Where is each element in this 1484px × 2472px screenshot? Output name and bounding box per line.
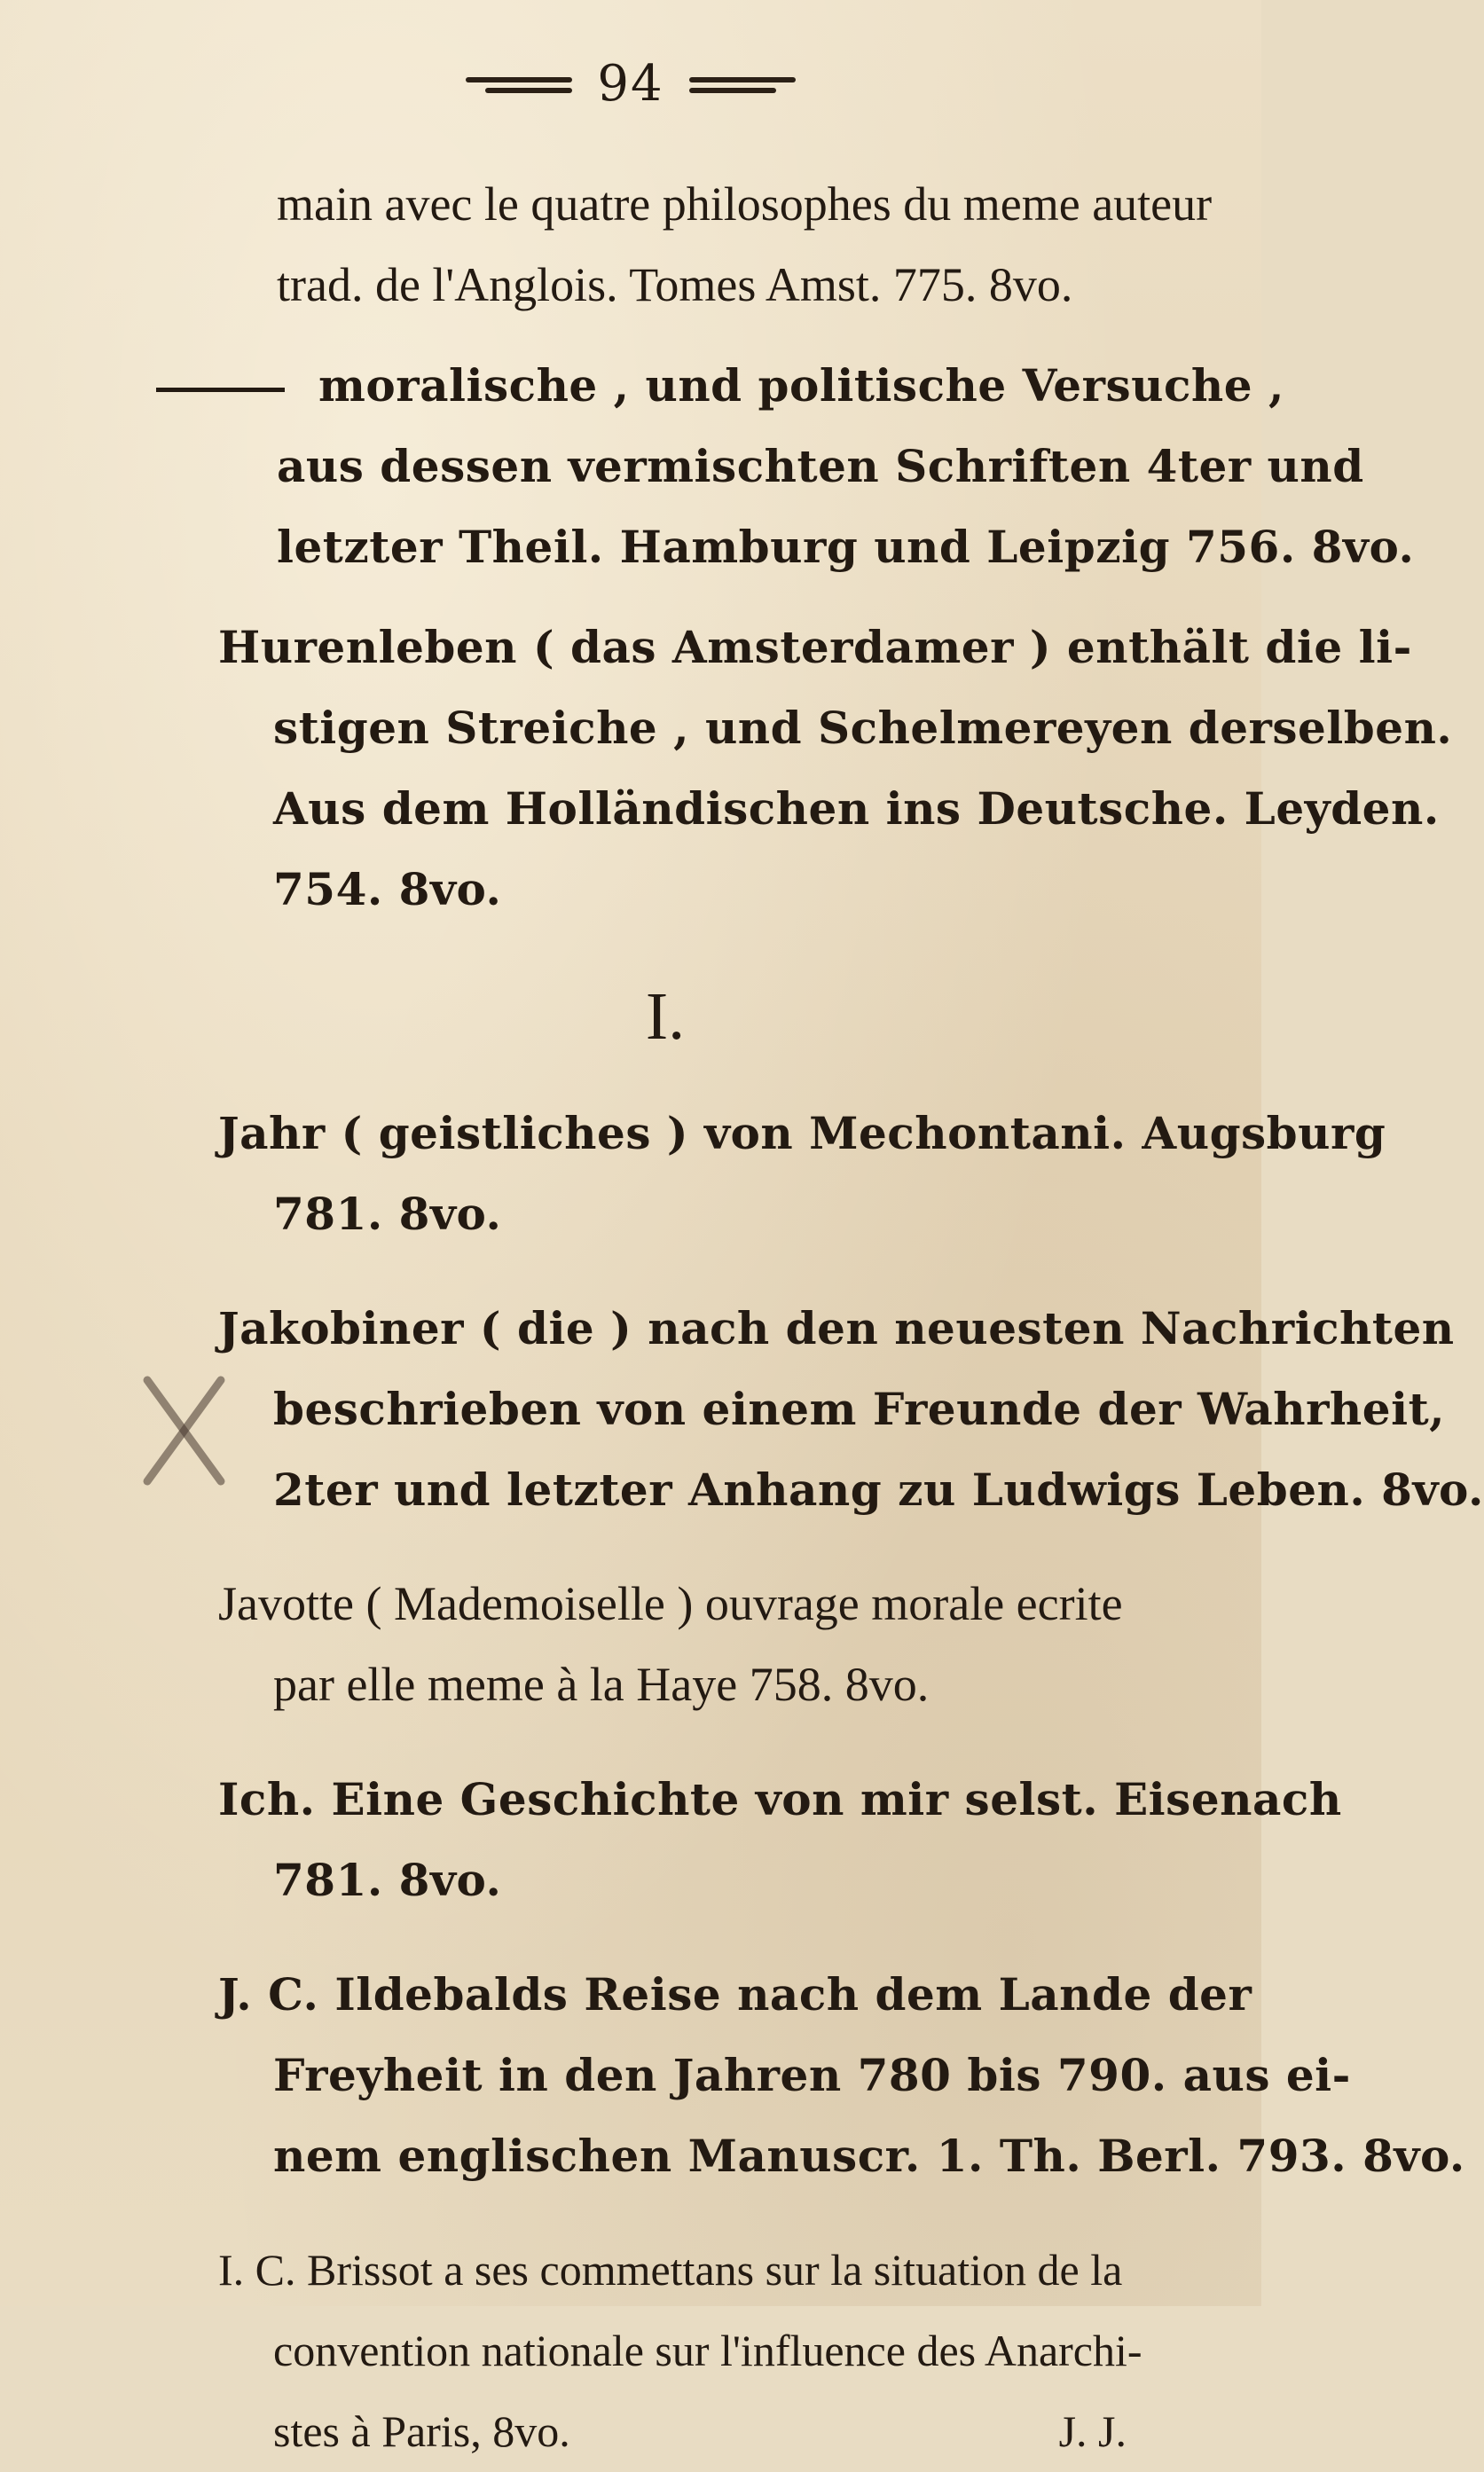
entry-line: J. C. Ildebalds Reise nach dem Lande der	[218, 1968, 1252, 2021]
entry-moralische-versuche	[218, 345, 1415, 587]
entry-hurenleben	[218, 607, 1453, 930]
entry-line: convention nationale sur l'influence des Anarchi-	[273, 2326, 1142, 2375]
entry-jahr-geistliches	[218, 1093, 1386, 1254]
entry-line: main avec le quatre philosophes du meme auteur	[277, 177, 1213, 231]
entry-line: aus dessen vermischten Schriften 4ter und	[277, 440, 1364, 492]
ditto-dash	[156, 388, 285, 392]
entry-javotte	[218, 1564, 1206, 1725]
entry-line: par elle meme à la Haye 758. 8vo.	[273, 1658, 930, 1711]
page-header	[0, 55, 1261, 113]
entry-line	[218, 2391, 1206, 2472]
entry-line: Javotte ( Mademoiselle ) ouvrage morale ecrite	[218, 1577, 1123, 1630]
entry-line: Aus dem Holländischen ins Deutsche. Leyden.	[273, 782, 1440, 835]
entry-line-text: stes à Paris, 8vo.	[273, 2406, 570, 2456]
entry-line: Jahr ( geistliches ) von Mechontani. Augsburg	[218, 1107, 1386, 1159]
entry-line: 754. 8vo.	[273, 863, 502, 915]
entry-line: nem englischen Manuscr. 1. Th. Berl. 793. 8vo.	[273, 2130, 1465, 2182]
catchword: J. J.	[1058, 2406, 1127, 2456]
entry-line-text: moralische , und politische Versuche ,	[318, 359, 1284, 412]
entry-line: beschrieben von einem Freunde der Wahrheit,	[273, 1383, 1446, 1435]
header-ornament-right-icon	[689, 69, 796, 99]
header-ornament-left-icon	[466, 69, 572, 99]
entry-line: trad. de l'Anglois. Tomes Amst. 775. 8vo.	[277, 258, 1073, 311]
entry-ich	[218, 1759, 1342, 1920]
entry-ildebalds-reise	[218, 1954, 1465, 2196]
entry-line: letzter Theil. Hamburg und Leipzig 756. 8vo.	[277, 521, 1415, 573]
entry-jakobiner	[218, 1288, 1484, 1530]
page-number: 94	[597, 55, 664, 113]
entry-line: stigen Streiche , und Schelmereyen derselben.	[273, 702, 1453, 754]
entry-brissot	[218, 2230, 1206, 2472]
entry-line: 781. 8vo.	[273, 1188, 502, 1240]
catalog-entries	[218, 164, 1484, 2472]
entry-line: Hurenleben ( das Amsterdamer ) enthält die li-	[218, 621, 1412, 673]
handwritten-x-mark-icon	[131, 1364, 229, 1497]
entry-line: Freyheit in den Jahren 780 bis 790. aus ei-	[273, 2049, 1351, 2101]
entry-line	[156, 345, 1284, 426]
entry-line: 2ter und letzter Anhang zu Ludwigs Leben. 8vo.	[273, 1464, 1484, 1516]
entry-line: 781. 8vo.	[273, 1854, 502, 1906]
entry-mensch-french	[277, 164, 1213, 326]
entry-line: Ich. Eine Geschichte von mir selst. Eisenach	[218, 1773, 1342, 1825]
entry-line: I. C. Brissot a ses commettans sur la situation de la	[218, 2245, 1123, 2295]
entry-line: Jakobiner ( die ) nach den neuesten Nachrichten	[218, 1302, 1455, 1354]
section-letter: I.	[645, 979, 686, 1054]
